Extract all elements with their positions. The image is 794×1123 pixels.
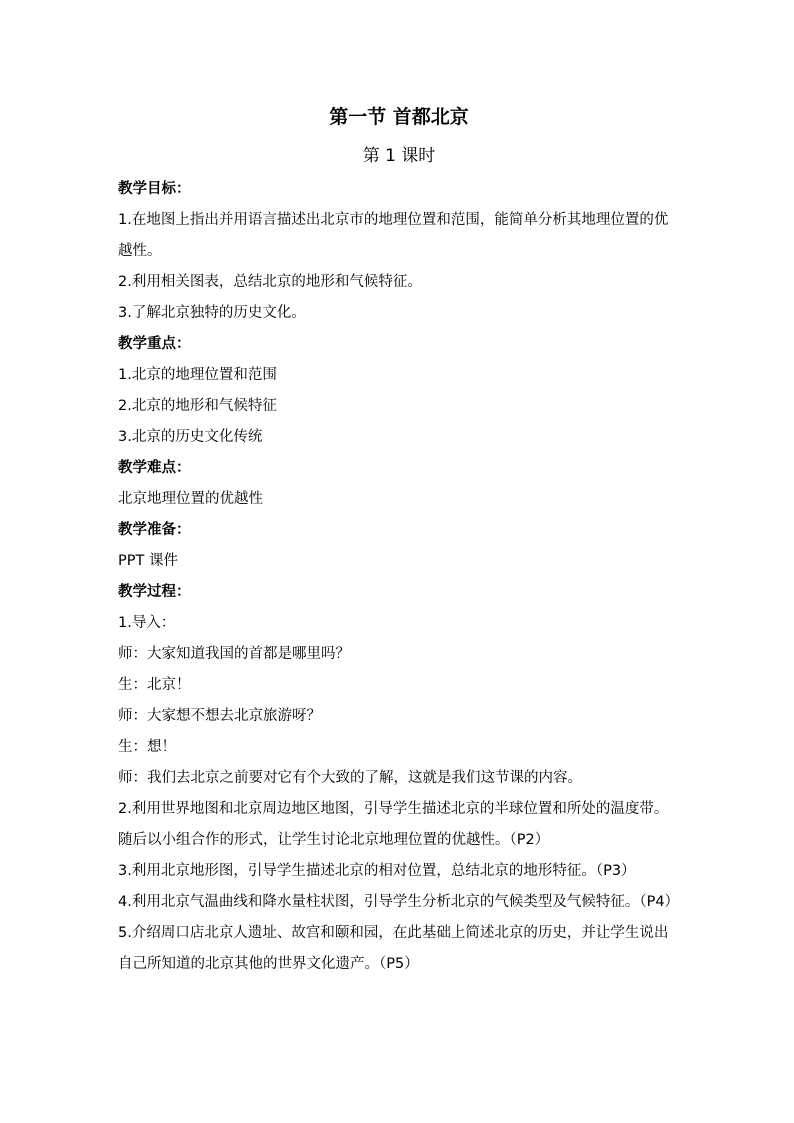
preparation-item: PPT 课件: [118, 553, 178, 569]
lesson-period: 第 1 课时: [362, 146, 436, 166]
key-points-section: [118, 329, 680, 453]
key-point-item: 3.北京的历史文化传统: [118, 429, 263, 445]
objectives-section: [118, 174, 680, 329]
difficulties-heading: 教学难点：: [118, 460, 191, 476]
objective-item: 3.了解北京独特的历史文化。: [118, 305, 306, 321]
key-points-heading: 教学重点：: [118, 336, 191, 352]
process-section: [118, 577, 680, 980]
process-item: 4.利用北京气温曲线和降水量柱状图，引导学生分析北京的气候类型及气候特征。（P4）: [118, 894, 680, 910]
process-item: 3.利用北京地形图，引导学生描述北京的相对位置，总结北京的地形特征。（P3）: [118, 863, 636, 879]
objectives-heading: 教学目标：: [118, 181, 191, 197]
preparation-heading: 教学准备：: [118, 522, 191, 538]
process-item: 生：想！: [118, 739, 176, 755]
process-heading: 教学过程：: [118, 584, 191, 600]
key-point-item: 2.北京的地形和气候特征: [118, 398, 277, 414]
process-item: 2.利用世界地图和北京周边地区地图，引导学生描述北京的半球位置和所处的温度带。随后以小组合作的形式，让学生讨论北京地理位置的优越性。（P2）: [118, 801, 669, 848]
document-body: [118, 100, 680, 980]
difficulty-item: 北京地理位置的优越性: [118, 491, 263, 507]
key-point-item: 1.北京的地理位置和范围: [118, 367, 277, 383]
page-title: 第一节 首都北京: [329, 106, 469, 128]
difficulties-section: [118, 453, 680, 515]
process-item: 生：北京！: [118, 677, 191, 693]
process-item: 师：大家想不想去北京旅游呀？: [118, 708, 321, 724]
process-item: 师：大家知道我国的首都是哪里吗？: [118, 646, 350, 662]
process-item: 师：我们去北京之前要对它有个大致的了解，这就是我们这节课的内容。: [118, 770, 582, 786]
process-item: 1.导入：: [118, 615, 176, 631]
objective-item: 1.在地图上指出并用语言描述出北京市的地理位置和范围，能简单分析其地理位置的优越性。: [118, 212, 669, 259]
objective-item: 2.利用相关图表，总结北京的地形和气候特征。: [118, 274, 422, 290]
process-item: 5.介绍周口店北京人遗址、故宫和颐和园，在此基础上简述北京的历史，并让学生说出自己所知道的北京其他的世界文化遗产。（P5）: [118, 925, 669, 972]
preparation-section: [118, 515, 680, 577]
